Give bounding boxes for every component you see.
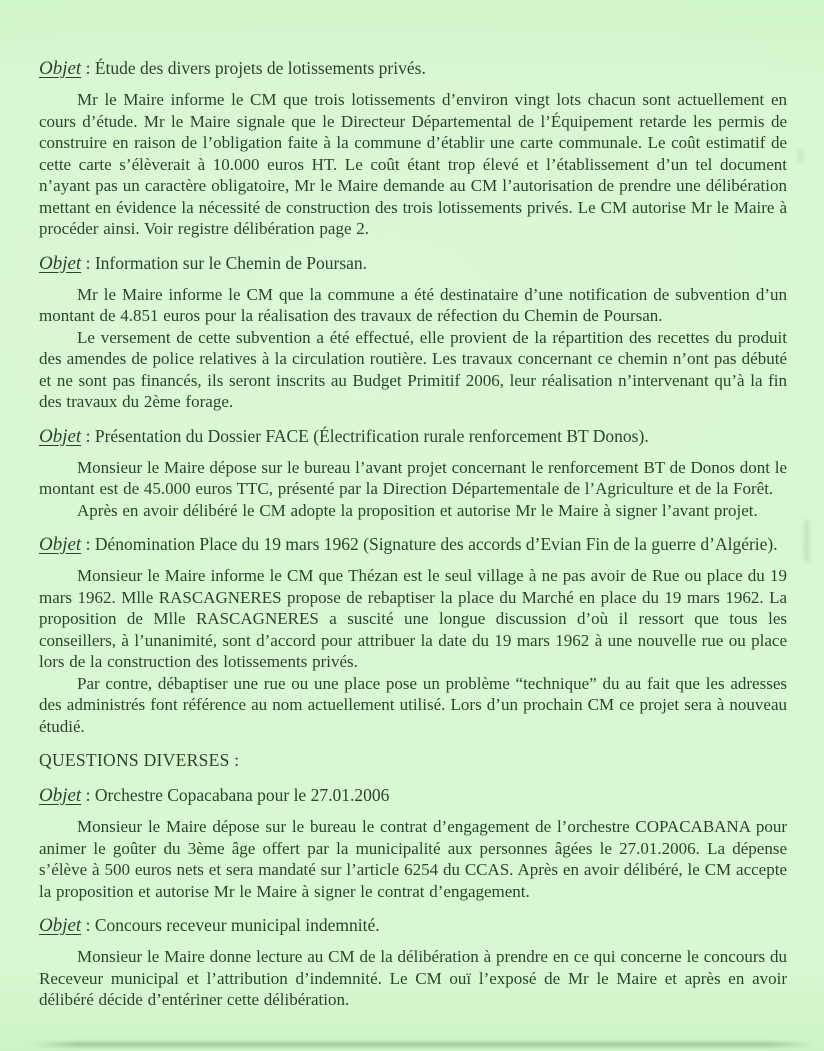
document-section xyxy=(39,784,787,902)
section-title: Information sur le Chemin de Poursan. xyxy=(94,252,368,273)
objet-label: Objet xyxy=(39,425,82,447)
heading-separator: : xyxy=(81,785,95,805)
section-title: Présentation du Dossier FACE (Électrification rurale renforcement BT Donos). xyxy=(94,425,649,446)
scan-artifact-smudge-small xyxy=(799,150,802,164)
paragraph: Monsieur le Maire donne lecture au CM de la délibération à prendre en ce qui concerne le concours du Receveur municipal et l’attribution d’indemnité. Le CM ouï l’exposé de Mr le Maire et après en avoir délibéré décide d’entériner cette délibération. xyxy=(39,947,787,1009)
section-heading xyxy=(39,749,787,772)
section-heading xyxy=(39,57,787,80)
paragraph: Le versement de cette subvention a été effectué, elle provient de la répartition des recettes du produit des amendes de police relatives à la circulation routière. Les travaux concernant ce chemin n’ont pas débuté et ne sont pas financés, ils seront inscrits au Budget Primitif 2006, leur réalisation n’intervenant qu’à la fin des travaux du 2ème forage. xyxy=(39,327,787,411)
heading-separator: : xyxy=(81,534,95,554)
heading-separator: : xyxy=(81,915,95,935)
paragraph: Monsieur le Maire informe le CM que Thézan est le seul village à ne pas avoir de Rue ou place du 19 mars 1962. Mlle RASCAGNERES propose de rebaptiser la place du Marché en place du 19 mars 1962. La proposition de Mlle RASCAGNERES a suscité une longue discussion d’où il ressort que tous les conseillers, à l’unanimité, sont d’accord pour attribuer la date du 19 mars 1962 à une nouvelle rue ou place lors de la construction des lotissements privés. xyxy=(39,566,787,671)
paragraph: Monsieur le Maire dépose sur le bureau l’avant projet concernant le renforcement BT de Donos dont le montant est de 45.000 euros TTC, présenté par la Direction Départementale de l’Agriculture et de la Forêt. xyxy=(39,457,787,498)
sections-container xyxy=(39,57,787,1011)
document-section xyxy=(39,57,787,240)
objet-label: Objet xyxy=(39,534,82,555)
objet-label: Objet xyxy=(39,58,82,79)
document-section xyxy=(39,914,787,1011)
section-heading xyxy=(39,425,787,448)
section-title: Concours receveur municipal indemnité. xyxy=(94,915,380,935)
section-heading xyxy=(39,533,787,556)
heading-separator: : xyxy=(81,425,95,446)
document-section xyxy=(39,252,787,413)
section-heading xyxy=(39,784,787,807)
document-section xyxy=(39,425,787,522)
section-title: Étude des divers projets de lotissements privés. xyxy=(94,58,426,78)
paragraph: Mr le Maire informe le CM que trois lotissements d’environ vingt lots chacun sont actuellement en cours d’étude. Mr le Maire signale que le Directeur Départemental de l’Équipement retarde les permis de construire en raison de l’obligation faite à la commune d’établir une carte communale. Le coût estimatif de cette carte s’élèverait à 10.000 euros HT. Le coût étant trop élevé et l’établissement d’un tel document n’ayant pas un caractère obligatoire, Mr le Maire demande au CM l’autorisation de prendre une délibération mettant en évidence la nécessité de construction des trois lotissements privés. Le CM autorise Mr le Maire à procéder ainsi. Voir registre délibération page 2. xyxy=(39,90,787,238)
scan-artifact-smudge xyxy=(805,520,808,562)
objet-label: Objet xyxy=(39,915,82,936)
section-title: Orchestre Copacabana pour le 27.01.2006 xyxy=(94,785,390,805)
objet-label: Objet xyxy=(39,785,82,806)
section-title: QUESTIONS DIVERSES : xyxy=(39,750,240,770)
heading-separator: : xyxy=(81,58,95,78)
document-section xyxy=(39,533,787,737)
heading-separator: : xyxy=(81,252,95,273)
paragraph: Mr le Maire informe le CM que la commune a été destinataire d’une notification de subvention d’un montant de 4.851 euros pour la réalisation des travaux de réfection du Chemin de Poursan. xyxy=(39,284,787,325)
section-heading xyxy=(39,914,787,937)
paragraph: Monsieur le Maire dépose sur le bureau le contrat d’engagement de l’orchestre COPACABANA pour animer le goûter du 3ème âge offert par la municipalité aux personnes âgées le 27.01.2006. La dépense s’élève à 500 euros nets et sera mandaté sur l’article 6254 du CCAS. Après en avoir délibéré, le CM accepte la proposition et autorise Mr le Maire à signer le contrat d’engagement. xyxy=(39,817,787,901)
objet-label: Objet xyxy=(39,252,82,274)
section-heading xyxy=(39,252,787,275)
paragraph: Après en avoir délibéré le CM adopte la proposition et autorise Mr le Maire à signer l’avant projet. xyxy=(77,500,758,520)
scan-artifact-bottom-band xyxy=(30,1042,814,1047)
document-section xyxy=(39,749,787,772)
section-title: Dénomination Place du 19 mars 1962 (Signature des accords d’Evian Fin de la guerre d’Algérie). xyxy=(94,534,778,554)
paragraph: Par contre, débaptiser une rue ou une place pose un problème “technique” du au fait que les adresses des administrés font référence au nom actuellement utilisé. Lors d’un prochain CM ce projet sera à nouveau étudié. xyxy=(39,673,787,736)
